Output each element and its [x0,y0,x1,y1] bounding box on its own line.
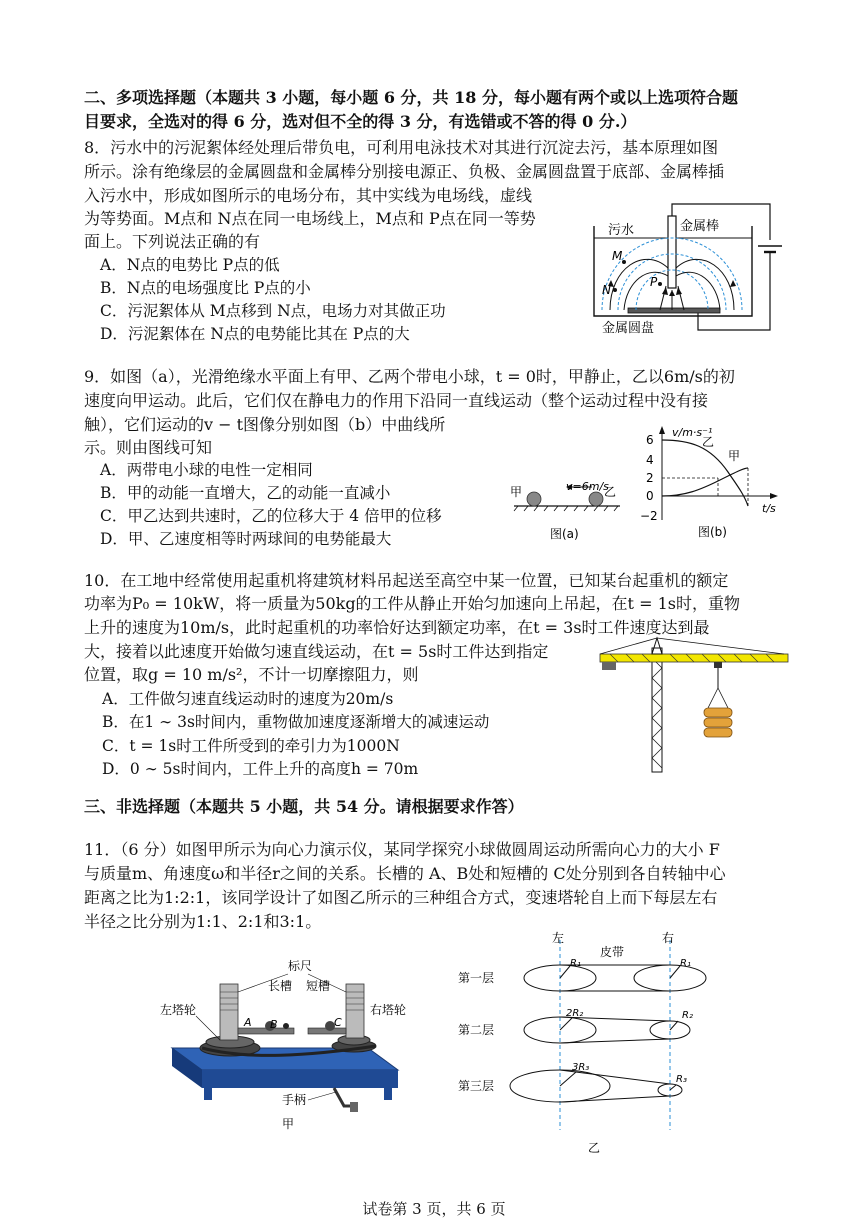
q10-line-4: 大，接着以此速度开始做匀速直线运动，在t = 5s时工件达到指定 [84,642,549,661]
q11-yi-right: 右 [662,931,675,945]
q11-yi-r3r: R₃ [676,1074,687,1085]
q11-label-c: C [334,1016,342,1029]
q11-line-1: 11．（6 分）如图甲所示为向心力演示仪，某同学探究小球做圆周运动所需向心力的大小 F [84,840,720,859]
q8-option-b: B．N点的电场强度比 P点的小 [100,279,311,297]
q8-option-a: A．N点的电势比 P点的低 [100,256,280,274]
q11-yi-r2r: R₂ [682,1010,693,1021]
q11-figure-yi [448,930,718,1160]
q8-label-n: N [602,283,611,297]
q8-label-water: 污水 [608,223,635,238]
q8-option-c: C．污泥絮体从 M点移到 N点，电场力对其做正功 [100,302,446,320]
q9-ytick-4: 4 [646,453,654,467]
q11-label-ruler: 标尺 [288,959,313,973]
q11-label-handle: 手柄 [282,1093,307,1107]
q9-line-1: 9．如图（a），光滑绝缘水平面上有甲、乙两个带电小球，t = 0时，甲静止，乙以6m/s的初 [84,367,735,386]
q10-line-5: 位置，取g = 10 m/s²，不计一切摩擦阻力，则 [84,665,419,684]
q11-yi-r1r: R₁ [680,958,691,969]
q9-fig-b-xlabel: t/s [762,502,776,515]
q9-ytick-neg2: −2 [640,509,658,523]
q9-line-4: 示。则由图线可知 [84,438,213,457]
q10-line-3: 上升的速度为10m/s，此时起重机的功率恰好达到额定功率，在t = 3s时工件速度达到最 [84,618,710,637]
q9-ball-yi [589,492,603,506]
q11-label-a: A [244,1016,252,1029]
q9-option-a: A．两带电小球的电性一定相同 [100,461,313,479]
q8-line-2: 所示。涂有绝缘层的金属圆盘和金属棒分别接电源正、负极、金属圆盘置于底部、金属棒插 [84,162,725,181]
q8-label-p: P [650,275,658,289]
q8-line-5: 面上。下列说法正确的有 [84,232,261,251]
q11-label-left-wheel: 左塔轮 [160,1003,197,1017]
q11-yi-layer3: 第三层 [458,1079,495,1093]
q8-label-m: M [612,249,623,263]
q11-yi-r3l: 3R₃ [572,1062,590,1073]
q10-line-2: 功率为P₀ = 10kW，将一质量为50kg的工件从静止开始匀加速向上吊起，在t = 1s时，重物 [84,594,740,613]
q8-label-rod: 金属棒 [680,219,720,234]
q8-label-disk: 金属圆盘 [602,321,655,336]
q10-option-c: C．t = 1s时工件所受到的牵引力为1000N [102,737,400,755]
q11-caption-jia: 甲 [282,1117,295,1131]
q9-ball-jia [527,492,541,506]
q9-label-jia: 甲 [510,485,523,499]
q10-option-a: A．工件做匀速直线运动时的速度为20m/s [102,690,394,708]
q9-ytick-2: 2 [646,471,654,485]
q9-label-yi: 乙 [604,485,617,499]
q11-yi-belt: 皮带 [600,945,625,959]
q9-ytick-0: 0 [646,489,654,503]
q9-line-2: 速度向甲运动。此后，它们仅在静电力的作用下沿同一直线运动（整个运动过程中没有接 [84,391,709,410]
q8-line-1: 8．污水中的污泥絮体经处理后带负电，可利用电泳技术对其进行沉淀去污，基本原理如图 [84,138,719,157]
q11-yi-layer1: 第一层 [458,971,495,985]
q11-label-short-slot: 短槽 [306,979,331,993]
q11-line-2: 与质量m、角速度ω和半径r之间的关系。长槽的 A、B处和短槽的 C处分别到各自转轴中心 [84,864,726,883]
q9-line-3: 触），它们运动的v − t图像分别如图（b）中曲线所 [84,415,446,434]
q9-series-yi-label: 乙 [702,435,715,449]
section2-title-line1: 二、多项选择题（本题共 3 小题，每小题 6 分，共 18 分，每小题有两个或以上选项符合题 [84,88,738,107]
q10-line-1: 10．在工地中经常使用起重机将建筑材料吊起送至高空中某一位置，已知某台起重机的额定 [84,571,729,590]
q11-caption-yi: 乙 [588,1141,601,1155]
q8-line-4: 为等势面。M点和 N点在同一电场线上，M点和 P点在同一等势 [84,209,536,228]
q9-option-d: D．甲、乙速度相等时两球间的电势能最大 [100,530,392,548]
q9-series-jia-label: 甲 [728,449,741,463]
q11-figure-jia [158,956,420,1134]
q11-label-b: B [270,1018,278,1031]
q9-option-b: B．甲的动能一直增大，乙的动能一直减小 [100,484,391,502]
q11-yi-r2l: 2R₂ [566,1008,584,1019]
q9-label-velocity: v=6m/s [566,480,609,493]
q8-electrophoresis-figure [588,198,788,350]
q9-figure-a [508,478,626,548]
q9-ytick-6: 6 [646,433,654,447]
page-footer: 试卷第 3 页，共 6 页 [362,1200,506,1218]
q11-label-long-slot: 长槽 [268,979,293,993]
q10-crane-jib [600,654,788,662]
q10-option-d: D．0 ∼ 5s时间内，工件上升的高度h = 70m [102,760,419,778]
q9-fig-b-ylabel: v/m·s⁻¹ [672,426,713,439]
q9-figure-b [640,420,790,542]
q9-caption-b: 图(b) [698,525,727,539]
q8-line-3: 入污水中，形成如图所示的电场分布，其中实线为电场线，虚线 [84,186,533,205]
q11-line-3: 距离之比为1:2:1，该同学设计了如图乙所示的三种组合方式，变速塔轮自上而下每层左右 [84,888,718,907]
q10-load [704,708,732,737]
q9-caption-a: 图(a) [550,527,579,541]
q9-option-c: C．甲乙达到共速时，乙的位移大于 4 倍甲的位移 [100,507,442,525]
section3-title: 三、非选择题（本题共 5 小题，共 54 分。请根据要求作答） [84,797,524,816]
section2-title-line2: 目要求，全选对的得 6 分，选对但不全的得 3 分，有选错或不答的得 0 分.） [84,112,637,131]
q11-yi-r1l: R₁ [570,958,581,969]
q8-option-d: D．污泥絮体在 N点的电势能比其在 P点的大 [100,325,410,343]
q11-yi-layer2: 第二层 [458,1023,495,1037]
q11-yi-left: 左 [552,931,565,945]
q10-option-b: B．在1 ∼ 3s时间内，重物做加速度逐渐增大的减速运动 [102,713,490,731]
q11-label-right-wheel: 右塔轮 [370,1003,407,1017]
q10-crane-figure [596,636,792,774]
q11-line-4: 半径之比分别为1:1、2:1和3:1。 [84,912,322,931]
